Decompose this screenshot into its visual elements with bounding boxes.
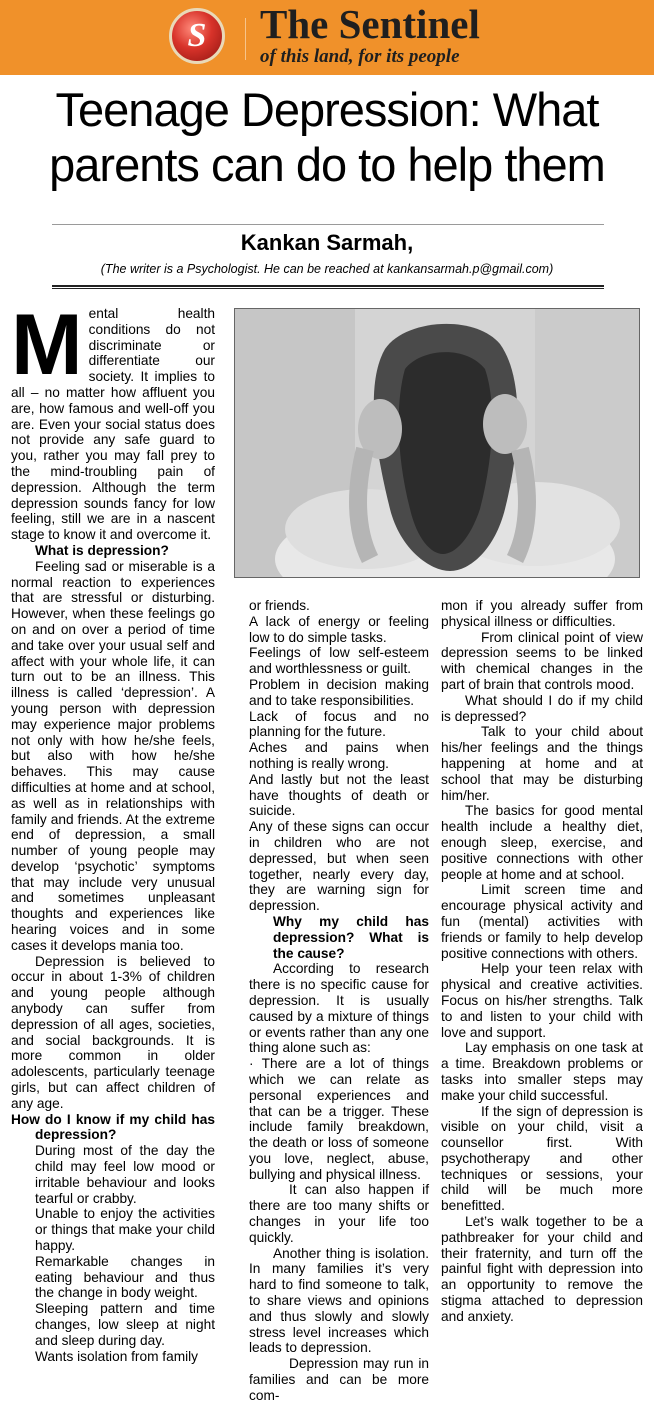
drop-cap: M (11, 297, 83, 393)
list-item: Wants isolation from family (35, 1348, 199, 1364)
paragraph: Depression may run in families and can be more com- (249, 1356, 429, 1403)
paragraph: Another thing is isolation. In many families it’s very hard to find someone to talk, to share views and opinions and thus slowly and slowly stress level increases which leads to depression. (249, 1245, 429, 1356)
paragraph: From clinical point of view depression seems to be linked with chemical changes in the part of brain that controls mood. (441, 629, 643, 692)
list-item: Unable to enjoy the activities or things that make your child happy. (35, 1206, 215, 1254)
author-byline: Kankan Sarmah, (240, 230, 414, 255)
article-headline (0, 82, 654, 192)
paragraph: Limit screen time and encourage physical activity and fun (mental) activities with friends or family to help develop positive connections with others. (441, 882, 643, 961)
paragraph: If the sign of depression is visible on your child, visit a counsellor first. With psychotherapy and other techniques or sessions, your child will be much more benefitted. (441, 1103, 643, 1214)
column-3 (441, 598, 643, 1325)
paragraph: Feeling sad or miserable is a normal reaction to experiences that are stressful or disturbing. However, when these feelings go on and on over a period of time and take over your usual self and affect with your whole life, it can turn out to be an illness. This illness is called ‘depression’. A young person with depression may experience major problems not only with how he/she feels, but also with how he/she behaves. This may cause difficulties at home and at school, as well as in relationships with family and friends. At the extreme end of depression, a small number of young people may develop ‘psychotic’ symptoms that may include very unusual and sometimes unpleasant thoughts and experiences like hearing voices and in some cases it develops mania too. (11, 558, 215, 953)
paragraph: According to research there is no specific cause for depression. It is usually caused by a mixture of things or events rather than any one thing alone such as: (249, 961, 429, 1056)
list-item: And lastly but not the least have thoughts of death or suicide. (249, 771, 429, 819)
paragraph: · There are a lot of things which we can relate as personal experiences and that can be a trigger. These include family breakdown, the death or loss of someone you love, neglect, abuse, bullying and physical illness. (249, 1056, 429, 1182)
author-note: (The writer is a Psychologist. He can be reached at kankansarmah.p@gmail.com) (100, 262, 554, 276)
paragraph: The basics for good mental health include a healthy diet, enough sleep, exercise, and positive connections with other people at home and at school. (441, 803, 643, 882)
paragraph: Lay emphasis on one task at a time. Breakdown problems or tasks into smaller steps may make your child successful. (441, 1040, 643, 1103)
list-item: A lack of energy or feeling low to do simple tasks. (249, 613, 429, 645)
subhead-what-should-i-do: What should I do if my child is depressed? (441, 692, 643, 724)
list-item: Sleeping pattern and time changes, low sleep at night and sleep during day. (35, 1301, 215, 1348)
photo-illustration (235, 309, 639, 577)
paragraph: Let’s walk together to be a pathbreaker for your child and their fraternity, and turn off the painful fight with depression into an opportunity to remove the stigma attached to depression and anxiety. (441, 1214, 643, 1324)
list-item: Problem in decision making and to take responsibilities. (249, 676, 429, 708)
list-item: Aches and pains when nothing is really wrong. (249, 740, 429, 771)
list-item: or friends. (249, 598, 310, 613)
subhead-how-do-i-know: How do I know if my child has depression? (11, 1111, 215, 1143)
list-item: Feelings of low self-esteem and worthlessness or guilt. (249, 645, 429, 677)
logo-letter: S (187, 17, 207, 54)
distressed-girl-photo (234, 308, 640, 578)
list-item: During most of the day the child may feel low mood or irritable behaviour and looks tearful or crabby. (35, 1143, 215, 1206)
column-2 (249, 598, 429, 1404)
sentinel-logo-icon (169, 8, 225, 64)
list-item: Remarkable changes in eating behaviour and thus the change in body weight. (35, 1253, 215, 1301)
subhead-why-my-child: Why my child has depression? What is the cause? (273, 913, 429, 961)
paragraph: Any of these signs can occur in children who are not depressed, but when seen together, nearly every day, they are warning sign for depression. (249, 819, 429, 914)
paragraph: Help your teen relax with physical and creative activities. Focus on his/her strengths. Talk to and listen to your child with love and support. (441, 961, 643, 1040)
paragraph: Talk to your child about his/her feelings and the things happening at home and at school that may be disturbing him/her. (441, 724, 643, 803)
publication-tagline: of this land, for its people (260, 46, 460, 67)
headline-line-1: Teenage Depression: What (55, 83, 599, 136)
subhead-what-is-depression: What is depression? (35, 542, 169, 558)
headline-line-2: parents can do to help them (49, 138, 605, 191)
masthead-banner (0, 0, 654, 75)
column-1 (11, 297, 215, 1364)
byline-top-rule (52, 224, 604, 225)
paragraph: Depression is believed to occur in about 1-3% of children and young people although anybody can suffer from depression of all ages, societies, and social backgrounds. It is more common in older adolescents, particularly teenage girls, but can affect children of any age. (11, 953, 215, 1111)
byline-bottom-rule (52, 285, 604, 289)
paragraph: mon if you already suffer from physical illness or difficulties. (441, 598, 643, 629)
publication-name: The Sentinel (260, 1, 480, 47)
masthead-divider (245, 18, 246, 60)
paragraph: It can also happen if there are too many shifts or changes in your life too quickly. (249, 1182, 429, 1245)
intro-paragraph: ental health conditions do not discriminate or differentiate our society. It implies to all – no matter how affluent you are, how famous and well-off you are. Even your social status does not provide any safe guard to you, rather you may fall prey to the mind-troubling pain of depression. Although the term depression sounds fancy for low feeling, still we are in a nascent stage to know it and overcome it. (11, 306, 215, 543)
list-item: Lack of focus and no planning for the future. (249, 708, 429, 740)
